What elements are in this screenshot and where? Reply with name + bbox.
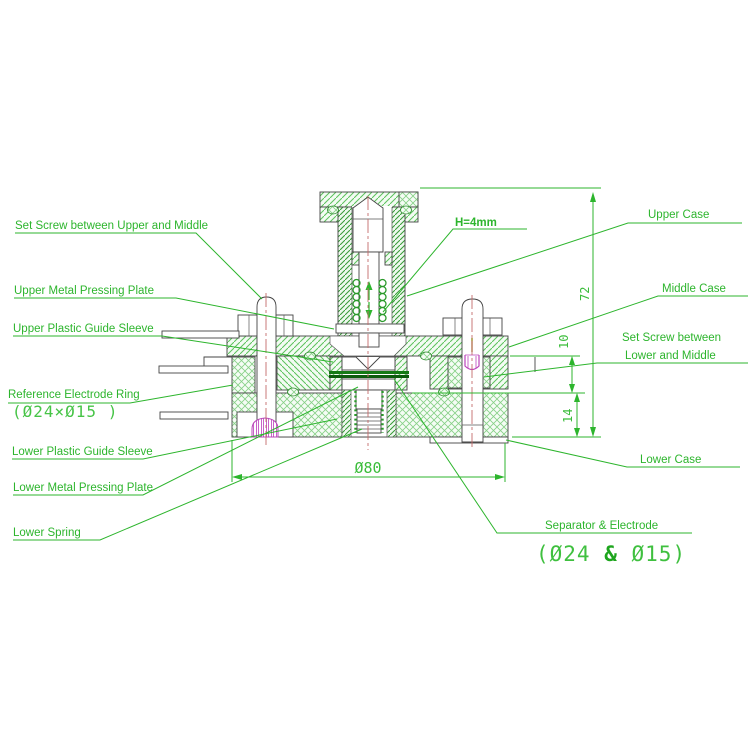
dim-lower-height: 14 <box>561 408 575 423</box>
dim-middle-gap: 10 <box>557 334 571 349</box>
pin-top <box>162 331 239 338</box>
label-lower-plastic-guide-sleeve: Lower Plastic Guide Sleeve <box>12 446 153 458</box>
separator-electrode-part <box>329 371 409 374</box>
label-set-screw-upper-middle: Set Screw between Upper and Middle <box>15 220 209 232</box>
size-suffix: Ø15) <box>617 542 687 566</box>
reference-electrode-ring-part <box>232 357 255 393</box>
label-lower-metal-pressing-plate: Lower Metal Pressing Plate <box>13 482 153 494</box>
dim-outer-diameter: Ø80 <box>354 459 382 477</box>
label-set-screw-lower-middle-line2: Lower and Middle <box>625 350 716 362</box>
label-set-screw-lower-middle-line1: Set Screw between <box>622 332 722 344</box>
lower-plastic-guide-sleeve-part <box>342 390 351 437</box>
size-prefix: (Ø24 <box>536 542 605 566</box>
upper-guide-bushing-left <box>352 252 359 265</box>
label-upper-metal-pressing-plate: Upper Metal Pressing Plate <box>14 285 154 297</box>
label-lower-spring: Lower Spring <box>13 527 81 539</box>
upper-guide-bushing-right <box>385 252 392 265</box>
label-upper-case: Upper Case <box>648 209 710 221</box>
lower-metal-pressing-plate-part <box>342 379 395 390</box>
label-separator-electrode-size <box>536 542 686 566</box>
label-middle-case: Middle Case <box>662 283 726 295</box>
upper-metal-pressing-plate-part <box>336 324 404 333</box>
dim-overall-height: 72 <box>578 286 592 301</box>
size-ampersand: & <box>604 542 618 566</box>
label-reference-electrode-ring: Reference Electrode Ring <box>8 389 140 401</box>
pin-middle <box>159 366 228 373</box>
label-upper-plastic-guide-sleeve: Upper Plastic Guide Sleeve <box>13 323 154 335</box>
label-stroke-height: H=4mm <box>455 217 497 229</box>
pin-bottom <box>160 412 228 419</box>
label-separator-electrode: Separator & Electrode <box>545 520 659 532</box>
label-reference-electrode-ring-size: (Ø24×Ø15 ) <box>12 402 119 421</box>
label-lower-case: Lower Case <box>640 454 702 466</box>
